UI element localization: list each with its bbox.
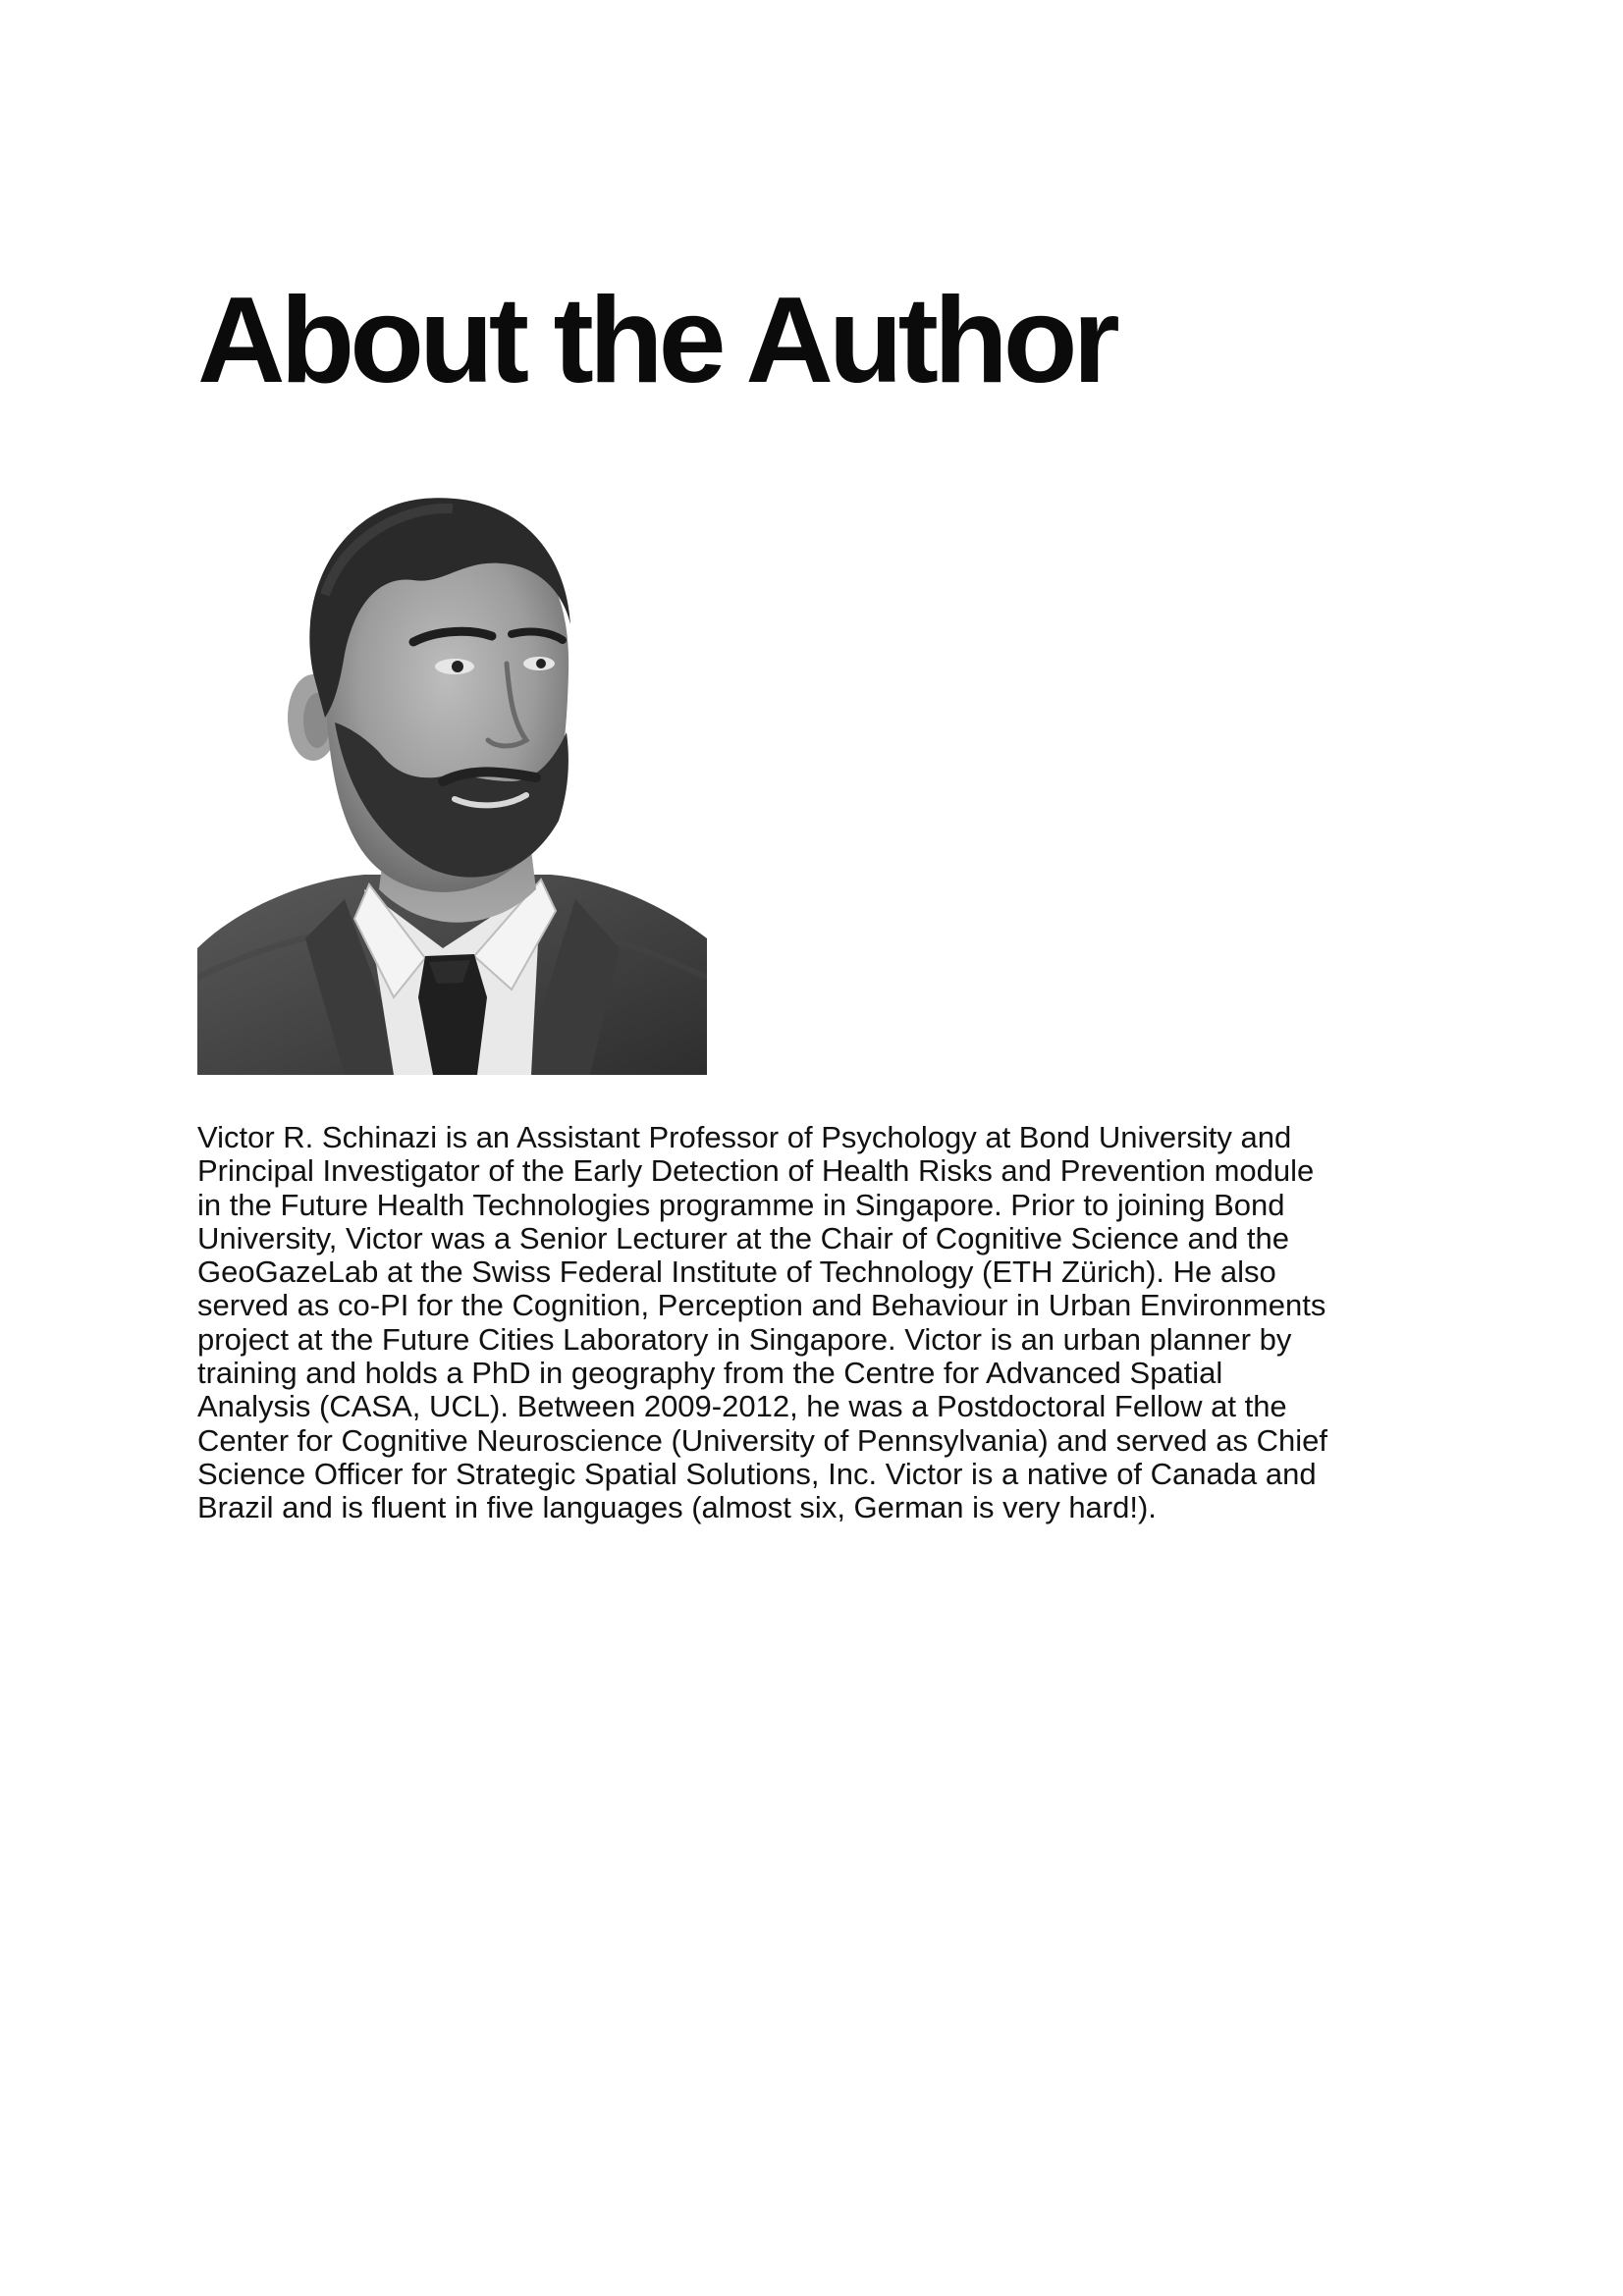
bio-line: Victor R. Schinazi is an Assistant Professor of Psychology at Bond University and [197, 1120, 1292, 1154]
bio-line: GeoGazeLab at the Swiss Federal Institute of Technology (ETH Zürich). He also [197, 1255, 1276, 1290]
bio-line: Center for Cognitive Neuroscience (University of Pennsylvania) and served as Chief [197, 1422, 1327, 1458]
author-portrait-photo-icon [197, 487, 707, 1075]
author-bio [197, 1121, 1464, 1525]
bio-line: training and holds a PhD in geography from the Centre for Advanced Spatial [197, 1356, 1223, 1391]
bio-line: in the Future Health Technologies programme in Singapore. Prior to joining Bond [197, 1187, 1285, 1222]
bio-line: Brazil and is fluent in five languages (almost six, German is very hard!). [197, 1490, 1157, 1525]
bio-line: Principal Investigator of the Early Detection of Health Risks and Prevention module [197, 1153, 1315, 1189]
page-title: About the Author [197, 273, 1115, 408]
bio-line: Analysis (CASA, UCL). Between 2009-2012, he was a Postdoctoral Fellow at the [197, 1389, 1287, 1424]
bio-line: served as co-PI for the Cognition, Perception and Behaviour in Urban Environments [197, 1288, 1326, 1323]
bio-line: Science Officer for Strategic Spatial Solutions, Inc. Victor is a native of Canada and [197, 1456, 1317, 1491]
bio-line: project at the Future Cities Laboratory in Singapore. Victor is an urban planner by [197, 1321, 1292, 1357]
author-portrait [197, 487, 707, 1075]
bio-line: University, Victor was a Senior Lecturer at the Chair of Cognitive Science and the [197, 1220, 1289, 1255]
